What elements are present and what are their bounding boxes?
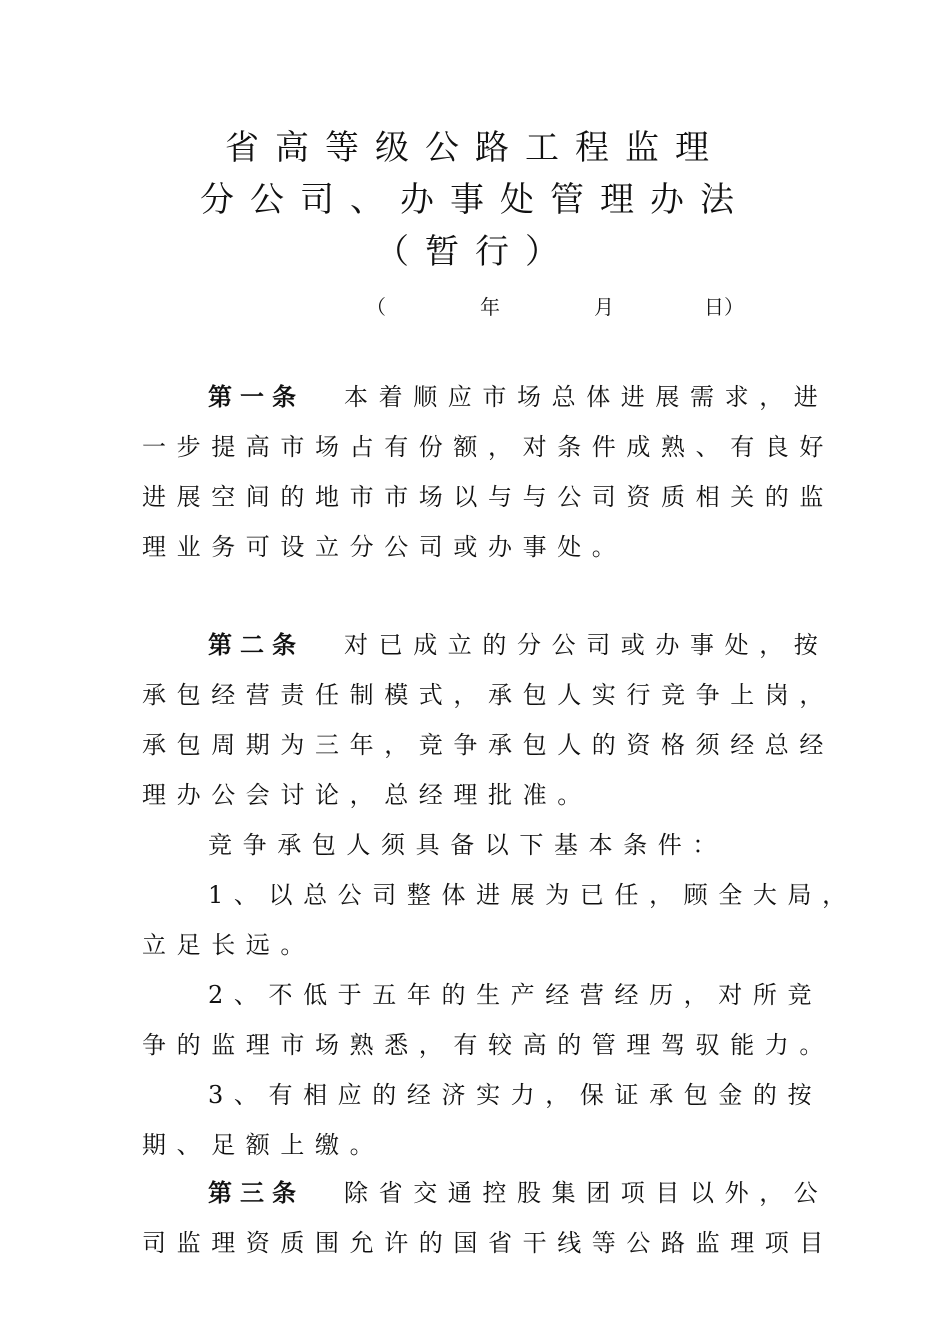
date-year: 年: [480, 295, 500, 319]
article-2-line-2: 承包经营责任制模式，承包人实行竞争上岗，: [142, 681, 834, 709]
article-1-line-3: 进展空间的地市市场以与与公司资质相关的监: [142, 483, 834, 511]
article-1-label: 第一条: [208, 382, 304, 411]
condition-2-line-1: 2、不低于五年的生产经营经历，对所竞: [208, 981, 823, 1009]
article-3-label: 第三条: [208, 1178, 304, 1207]
article-1-line-4: 理业务可设立分公司或办事处。: [142, 533, 627, 561]
condition-3-line-1: 3、有相应的经济实力，保证承包金的按: [208, 1081, 823, 1109]
article-2: [142, 620, 857, 1170]
article-3-text: 除省交通控股集团项目以外，公: [344, 1179, 829, 1207]
article-2-label: 第二条: [208, 630, 304, 659]
article-2-text: 对已成立的分公司或办事处，按: [344, 631, 829, 659]
title-line-1: 省高等级公路工程监理: [225, 128, 725, 168]
document-title: [0, 122, 950, 278]
date-open-paren: （: [366, 295, 386, 319]
condition-1-line-2: 立足长远。: [142, 931, 315, 959]
article-1-line-2: 一步提高市场占有份额，对条件成熟、有良好: [142, 433, 834, 461]
article-2-line-1: [142, 620, 832, 670]
date-day: 日）: [704, 295, 744, 319]
date-line: [366, 292, 744, 322]
article-2-line-3: 承包周期为三年，竞争承包人的资格须经总经: [142, 731, 834, 759]
article-1: [142, 372, 832, 572]
article-3: [142, 1168, 832, 1268]
condition-1-line-1: 1、以总公司整体进展为已任，顾全大局，: [208, 881, 857, 909]
article-1-text: 本着顺应市场总体进展需求，进: [344, 383, 829, 411]
article-1-line-1: [142, 372, 832, 422]
article-3-line-1: [142, 1168, 832, 1218]
condition-3-line-2: 期、足额上缴。: [142, 1131, 385, 1159]
article-3-line-2: 司监理资质围允许的国省干线等公路监理项目: [142, 1229, 834, 1257]
conditions-intro: 竞争承包人须具备以下基本条件：: [208, 831, 727, 859]
title-line-2: 分公司、办事处管理办法: [200, 180, 750, 220]
article-2-line-4: 理办公会讨论，总经理批准。: [142, 781, 592, 809]
date-month: 月: [594, 295, 614, 319]
condition-2-line-2: 争的监理市场熟悉，有较高的管理驾驭能力。: [142, 1031, 834, 1059]
title-line-3: （暂行）: [375, 232, 575, 272]
